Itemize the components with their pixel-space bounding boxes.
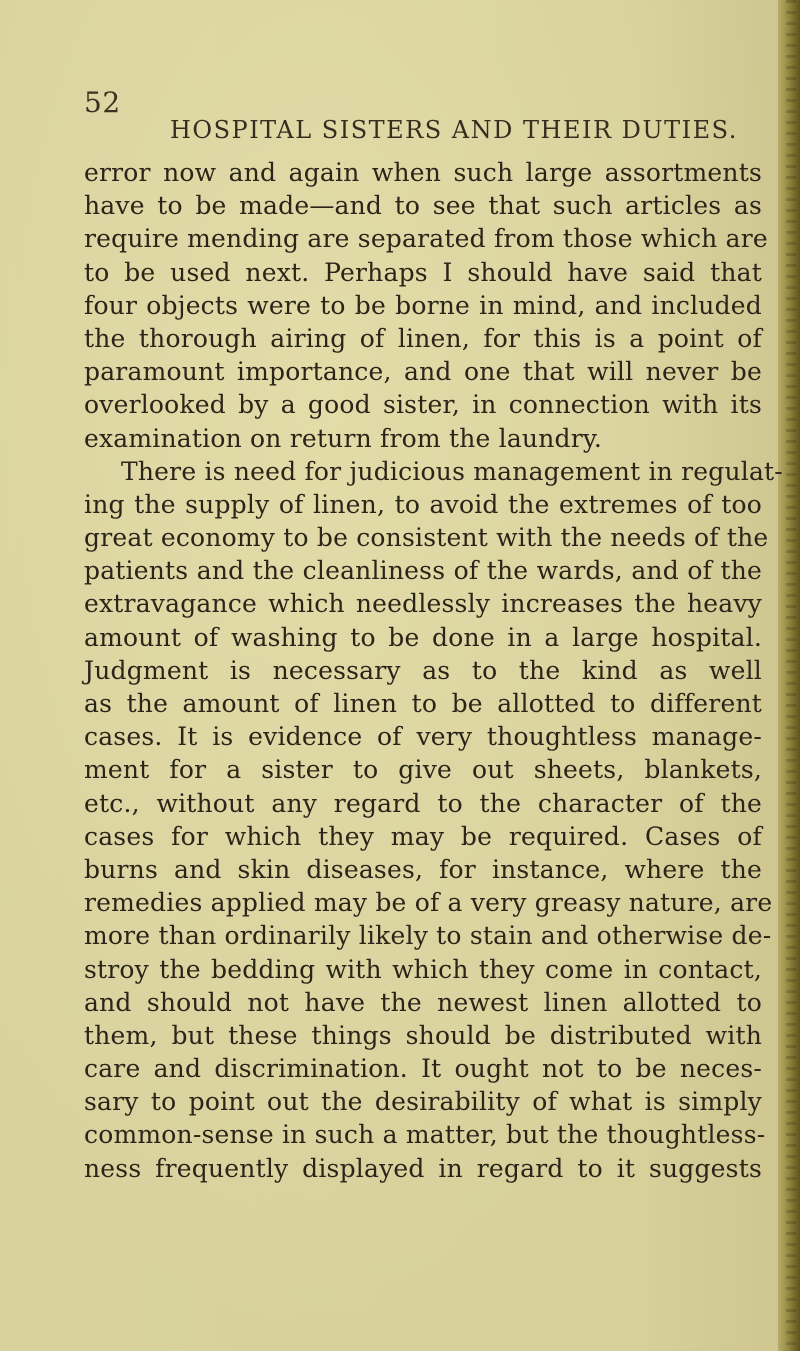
text-line: stroy the bedding with which they come in contact,: [84, 954, 762, 984]
page-header: [84, 86, 754, 144]
text-line: cases for which they may be required. Cases of: [84, 821, 762, 851]
text-line: sary to point out the desirability of what is simply: [84, 1087, 762, 1117]
text-line: remedies applied may be of a very greasy nature, are: [84, 888, 773, 918]
text-line: more than ordinarily likely to stain and otherwise de-: [84, 921, 772, 951]
text-line: overlooked by a good sister, in connection with its: [84, 390, 762, 420]
text-line: common-sense in such a matter, but the thoughtless-: [84, 1120, 766, 1150]
text-line: error now and again when such large assortments: [84, 158, 762, 187]
text-line: them, but these things should be distributed with: [84, 1020, 762, 1050]
running-head: HOSPITAL SISTERS AND THEIR DUTIES.: [170, 116, 738, 144]
text-line: as the amount of linen to be allotted to different: [84, 689, 762, 718]
page-edge-texture: [786, 0, 796, 1351]
text-line: Judgment is necessary as to the kind as well: [84, 655, 762, 685]
text-line: and should not have the newest linen allotted to: [84, 987, 762, 1017]
text-line: patients and the cleanliness of the wards, and of the: [84, 556, 762, 586]
text-line: amount of washing to be done in a large hospital.: [84, 622, 762, 652]
text-line: ing the supply of linen, to avoid the extremes of too: [84, 489, 762, 519]
text-line: great economy to be consistent with the needs of the: [84, 523, 769, 553]
paragraph-last-line: examination on return from the laundry.: [84, 423, 603, 453]
text-line: require mending are separated from those which are: [84, 224, 768, 254]
text-line: care and discrimination. It ought not to be neces-: [84, 1054, 762, 1084]
text-line: to be used next. Perhaps I should have said that: [84, 257, 762, 287]
body-text: [84, 156, 783, 1185]
text-line: etc., without any regard to the character of the: [84, 788, 762, 818]
text-line: four objects were to be borne in mind, and included: [84, 290, 762, 320]
text-line: burns and skin diseases, for instance, where the: [84, 854, 762, 884]
text-line: ment for a sister to give out sheets, blankets,: [84, 755, 762, 785]
text-line: have to be made—and to see that such articles as: [84, 191, 762, 221]
text-line: the thorough airing of linen, for this is a point of: [84, 323, 762, 353]
text-line: extravagance which needlessly increases the heavy: [84, 589, 762, 619]
paragraph-first-line: There is need for judicious management in regulat-: [121, 456, 783, 486]
text-line: paramount importance, and one that will never be: [84, 357, 762, 387]
text-line: ness frequently displayed in regard to it suggests: [84, 1153, 762, 1183]
text-line: cases. It is evidence of very thoughtless manage-: [84, 722, 762, 752]
page-number: 52: [84, 86, 121, 119]
